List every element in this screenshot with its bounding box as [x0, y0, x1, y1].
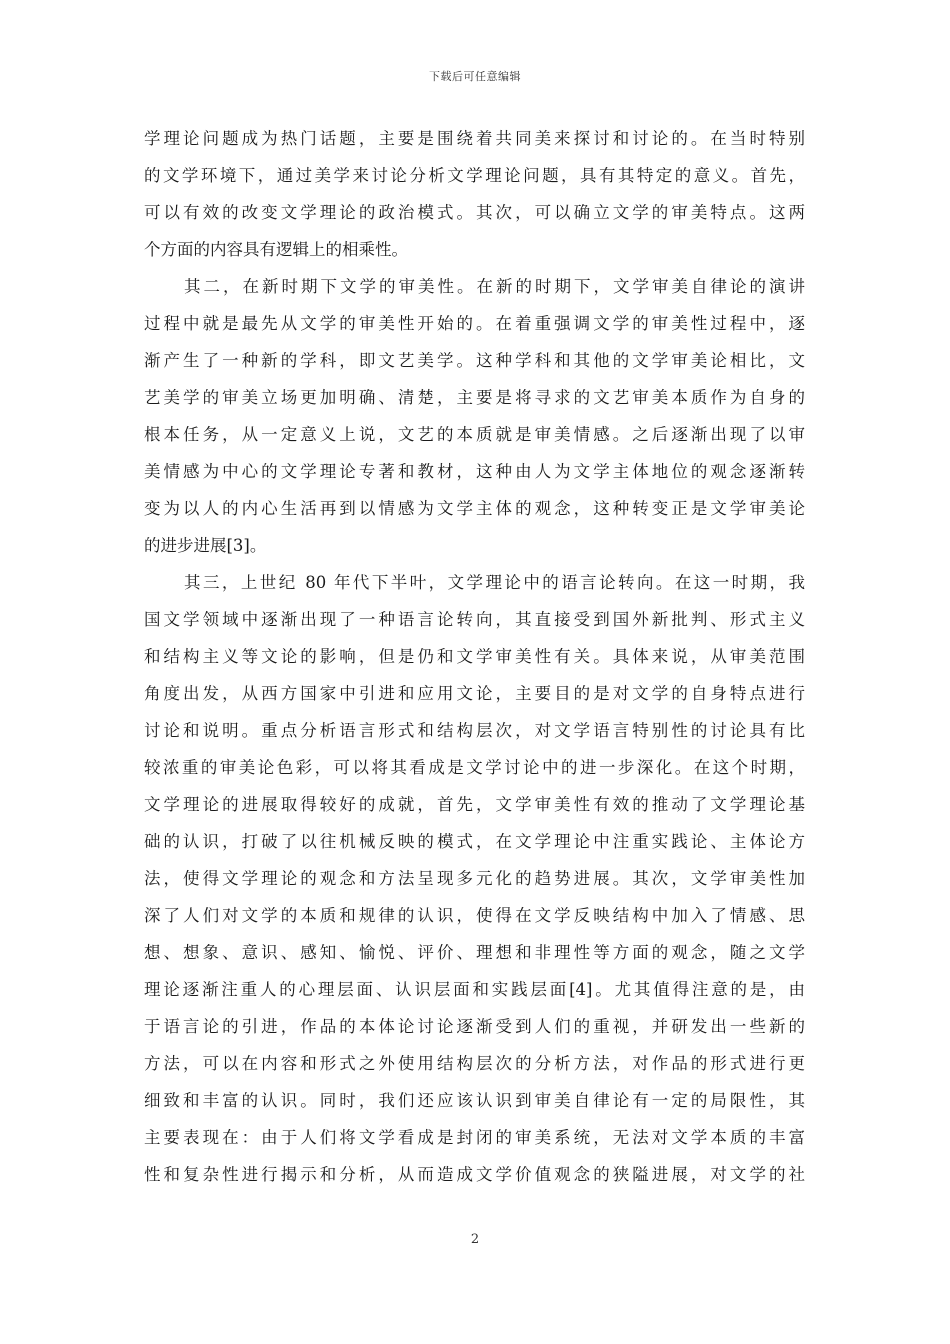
page-number: 2 — [470, 1232, 480, 1247]
text-line: 主要表现在：由于人们将文学看成是封闭的审美系统，无法对文学本质的丰富 — [144, 1128, 805, 1147]
text-line: 的文学环境下，通过美学来讨论分析文学理论问题，具有其特定的意义。首先， — [144, 166, 805, 185]
text-line: 美情感为中心的文学理论专著和教材，这种由人为文学主体地位的观念逐渐转 — [144, 462, 805, 481]
text-line: 变为以人的内心生活再到以情感为文学主体的观念，这种转变正是文学审美论 — [144, 499, 805, 518]
text-line: 较浓重的审美论色彩，可以将其看成是文学讨论中的进一步深化。在这个时期， — [144, 758, 805, 777]
text-line: 法，使得文学理论的观念和方法呈现多元化的趋势进展。其次，文学审美性加 — [144, 869, 805, 888]
text-line: 想、想象、意识、感知、愉悦、评价、理想和非理性等方面的观念，随之文学 — [144, 943, 805, 962]
text-line: 过程中就是最先从文学的审美性开始的。在着重强调文学的审美性过程中，逐 — [144, 314, 805, 333]
text-line: 础的认识，打破了以往机械反映的模式，在文学理论中注重实践论、主体论方 — [144, 832, 805, 851]
text-line: 和结构主义等文论的影响，但是仍和文学审美性有关。具体来说，从审美范围 — [144, 647, 805, 666]
body-text — [144, 120, 805, 1193]
text-line: 艺美学的审美立场更加明确、清楚，主要是将寻求的文艺审美本质作为自身的 — [144, 388, 805, 407]
text-line: 学理论问题成为热门话题，主要是围绕着共同美来探讨和讨论的。在当时特别 — [144, 129, 805, 148]
text-line: 渐产生了一种新的学科，即文艺美学。这种学科和其他的文学审美论相比，文 — [144, 351, 805, 370]
text-line: 深了人们对文学的本质和规律的认识，使得在文学反映结构中加入了情感、思 — [144, 906, 805, 925]
text-line: 理论逐渐注重人的心理层面、认识层面和实践层面[4]。尤其值得注意的是，由 — [144, 980, 805, 999]
text-line: 细致和丰富的认识。同时，我们还应该认识到审美自律论有一定的局限性，其 — [144, 1091, 805, 1110]
text-line: 个方面的内容具有逻辑上的相乘性。 — [144, 240, 408, 259]
text-line: 讨论和说明。重点分析语言形式和结构层次，对文学语言特别性的讨论具有比 — [144, 721, 805, 740]
text-line: 国文学领域中逐渐出现了一种语言论转向，其直接受到国外新批判、形式主义 — [144, 610, 805, 629]
text-line: 性和复杂性进行揭示和分析，从而造成文学价值观念的狭隘进展，对文学的社 — [144, 1165, 805, 1184]
text-line: 的进步进展[3]。 — [144, 536, 267, 555]
text-line: 其三，上世纪 80 年代下半叶，文学理论中的语言论转向。在这一时期，我 — [184, 573, 805, 592]
text-line: 根本任务，从一定意义上说，文艺的本质就是审美情感。之后逐渐出现了以审 — [144, 425, 805, 444]
page-header: 下载后可任意编辑 — [429, 70, 521, 83]
text-line: 可以有效的改变文学理论的政治模式。其次，可以确立文学的审美特点。这两 — [144, 203, 805, 222]
text-line: 其二，在新时期下文学的审美性。在新的时期下，文学审美自律论的演讲 — [184, 277, 805, 296]
text-line: 角度出发，从西方国家中引进和应用文论，主要目的是对文学的自身特点进行 — [144, 684, 805, 703]
text-line: 文学理论的进展取得较好的成就，首先，文学审美性有效的推动了文学理论基 — [144, 795, 805, 814]
text-line: 方法，可以在内容和形式之外使用结构层次的分析方法，对作品的形式进行更 — [144, 1054, 805, 1073]
text-line: 于语言论的引进，作品的本体论讨论逐渐受到人们的重视，并研发出一些新的 — [144, 1017, 805, 1036]
